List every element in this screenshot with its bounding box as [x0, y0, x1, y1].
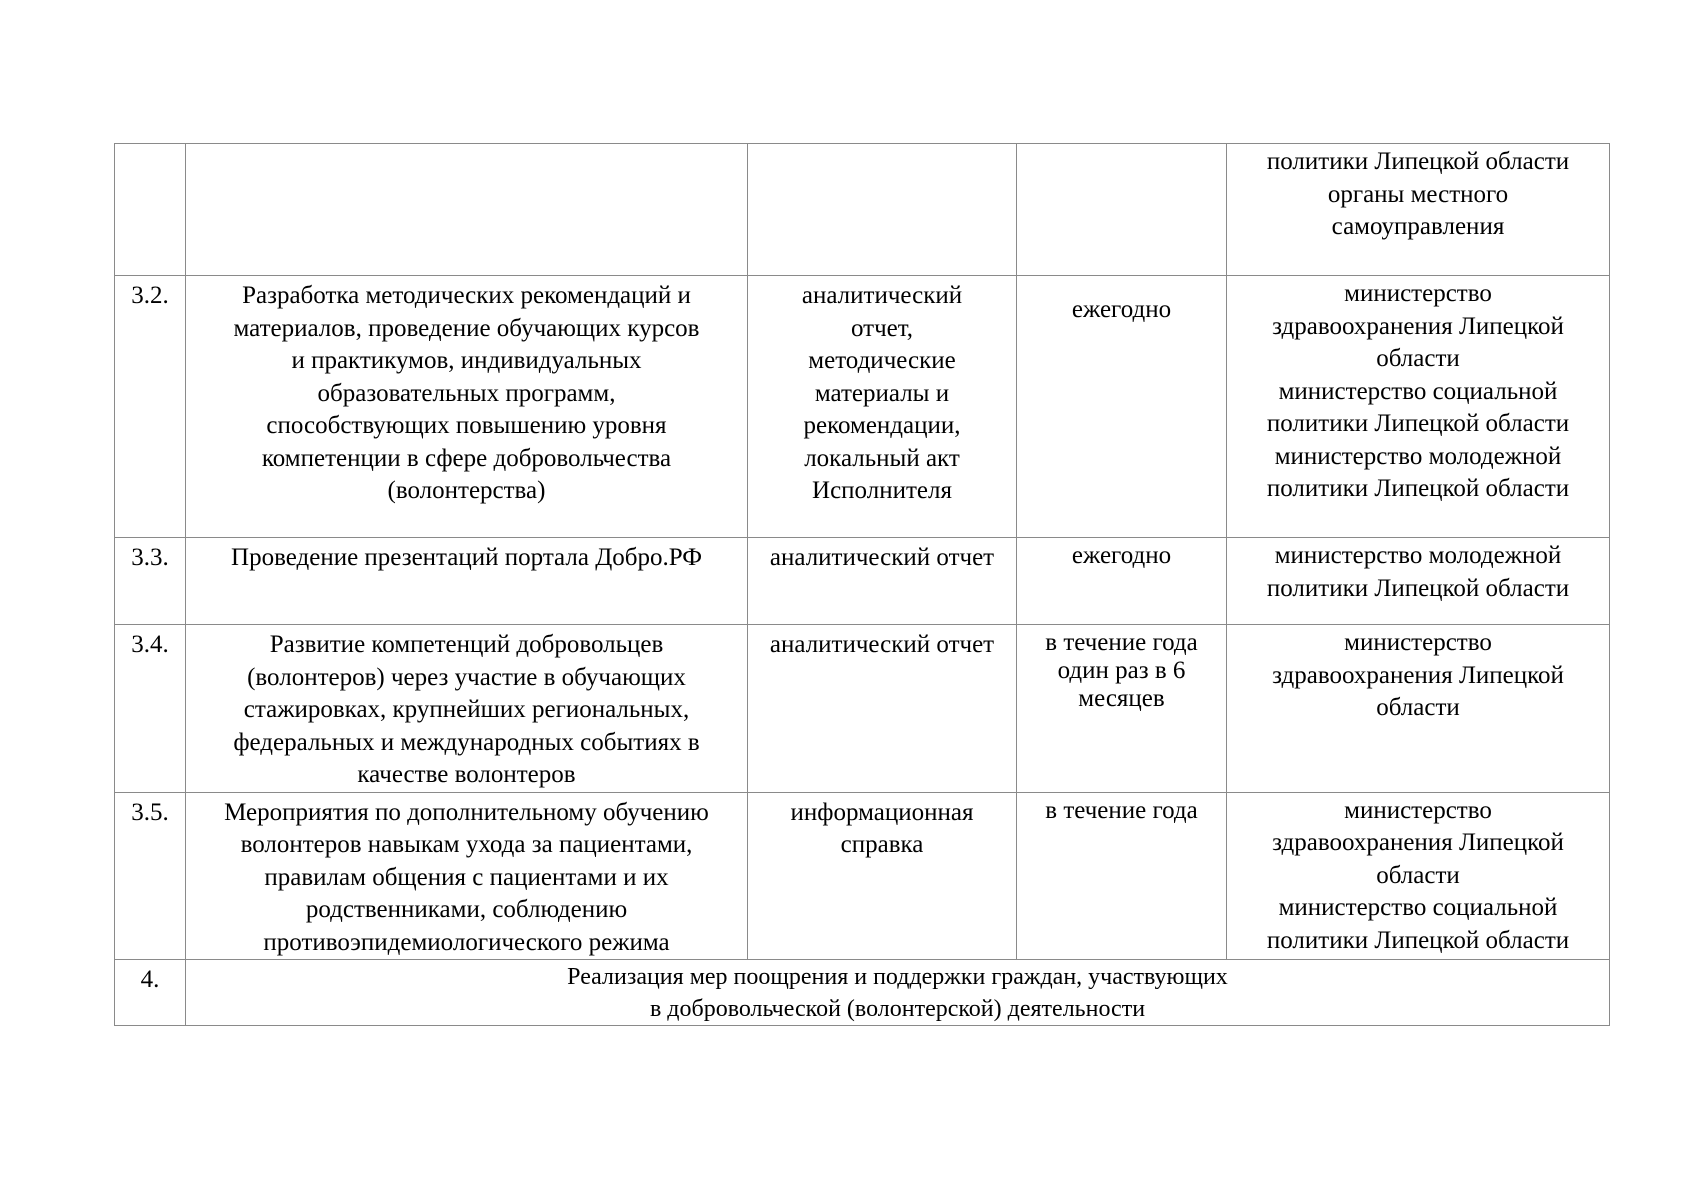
text-line: локальный акт — [804, 444, 960, 472]
text-line: справка — [840, 831, 924, 858]
text-line: министерство социальной — [1278, 894, 1558, 921]
text-line: ежегодно — [1071, 296, 1172, 323]
cell-form — [748, 625, 1017, 793]
text-line: области — [1376, 861, 1460, 889]
text-line: министерство — [1344, 796, 1492, 824]
text-line: политики Липецкой области — [1266, 475, 1570, 502]
text-line: политики Липецкой области — [1266, 926, 1570, 954]
text-line: родственниками, соблюдению — [305, 896, 628, 923]
text-line: здравоохранения Липецкой — [1272, 312, 1564, 340]
table-row — [115, 792, 1610, 960]
text-line: один раз в 6 — [1057, 657, 1186, 684]
cell-term — [1017, 276, 1227, 538]
cell-form — [748, 792, 1017, 960]
cell-num: 3.4. — [115, 625, 186, 793]
text-line: Исполнителя — [812, 477, 952, 504]
section-title — [186, 960, 1610, 1026]
text-line: (волонтеров) через участие в обучающих — [247, 663, 686, 691]
text-line: (волонтерства) — [387, 477, 546, 504]
text-line: Проведение презентаций портала Добро.РФ — [231, 544, 702, 571]
cell-name — [186, 144, 748, 276]
text-line: области — [1376, 694, 1460, 721]
text-line: политики Липецкой области — [1266, 410, 1570, 437]
table-row-continuation — [115, 144, 1610, 276]
cell-name — [186, 538, 748, 625]
text-line: противоэпидемиологического режима — [263, 928, 670, 956]
text-line: органы местного — [1327, 180, 1509, 208]
cell-num: 4. — [115, 960, 186, 1026]
text-line: министерство молодежной — [1274, 442, 1562, 470]
text-line: рекомендации, — [803, 412, 961, 439]
text-line: министерство социальной — [1278, 377, 1558, 405]
text-line: волонтеров навыкам ухода за пациентами, — [240, 831, 693, 858]
text-line: качестве волонтеров — [357, 761, 576, 788]
text-line: материалов, проведение обучающих курсов — [233, 314, 700, 342]
text-line: Разработка методических рекомендаций и — [242, 282, 691, 309]
cell-responsible — [1227, 792, 1610, 960]
text-line: здравоохранения Липецкой — [1272, 829, 1564, 856]
text-line: материалы и — [814, 379, 950, 407]
cell-responsible — [1227, 538, 1610, 625]
text-line: месяцев — [1078, 685, 1165, 712]
table-row — [115, 625, 1610, 793]
cell-term — [1017, 792, 1227, 960]
cell-name — [186, 276, 748, 538]
section-row — [115, 960, 1610, 1026]
cell-responsible — [1227, 276, 1610, 538]
cell-form — [748, 144, 1017, 276]
text-line: образовательных программ, — [317, 379, 616, 407]
text-line: способствующих повышению уровня — [266, 412, 667, 439]
cell-form — [748, 538, 1017, 625]
cell-term — [1017, 538, 1227, 625]
text-line: политики Липецкой области — [1266, 574, 1570, 602]
text-line: в течение года — [1045, 629, 1198, 656]
text-line: федеральных и международных событиях в — [233, 728, 700, 756]
text-line: Реализация мер поощрения и поддержки граждан, участвующих — [567, 964, 1228, 990]
text-line: аналитический отчет — [769, 544, 995, 571]
table-row — [115, 276, 1610, 538]
cell-num: 3.3. — [115, 538, 186, 625]
text-line: аналитический — [801, 282, 963, 309]
text-line: самоуправления — [1331, 213, 1505, 240]
text-line: в течение года — [1045, 796, 1198, 824]
text-line: правилам общения с пациентами и их — [264, 863, 669, 891]
text-line: аналитический отчет — [769, 631, 995, 658]
text-line: стажировках, крупнейших региональных, — [243, 696, 690, 723]
table-row — [115, 538, 1610, 625]
cell-term — [1017, 144, 1227, 276]
text-line: министерство — [1344, 280, 1492, 307]
cell-num — [115, 144, 186, 276]
cell-term — [1017, 625, 1227, 793]
cell-name — [186, 625, 748, 793]
text-line: Мероприятия по дополнительному обучению — [224, 798, 709, 826]
cell-responsible — [1227, 625, 1610, 793]
text-line: информационная — [790, 798, 974, 826]
cell-name — [186, 792, 748, 960]
text-line: ежегодно — [1071, 542, 1172, 569]
text-line: министерство молодежной — [1274, 542, 1562, 569]
text-line: отчет, — [850, 314, 914, 342]
text-line: здравоохранения Липецкой — [1272, 661, 1564, 689]
text-line: методические — [808, 347, 956, 374]
cell-num: 3.5. — [115, 792, 186, 960]
measures-table — [114, 143, 1610, 1026]
cell-responsible — [1227, 144, 1610, 276]
text-line: Развитие компетенций добровольцев — [269, 631, 664, 658]
cell-num: 3.2. — [115, 276, 186, 538]
text-line: области — [1376, 345, 1460, 372]
cell-form — [748, 276, 1017, 538]
text-line: министерство — [1344, 629, 1492, 656]
text-line: компетенции в сфере добровольчества — [261, 444, 672, 472]
text-line: в добровольческой (волонтерской) деятельности — [649, 996, 1146, 1022]
text-line: политики Липецкой области — [1266, 148, 1570, 175]
text-line: и практикумов, индивидуальных — [291, 347, 642, 374]
